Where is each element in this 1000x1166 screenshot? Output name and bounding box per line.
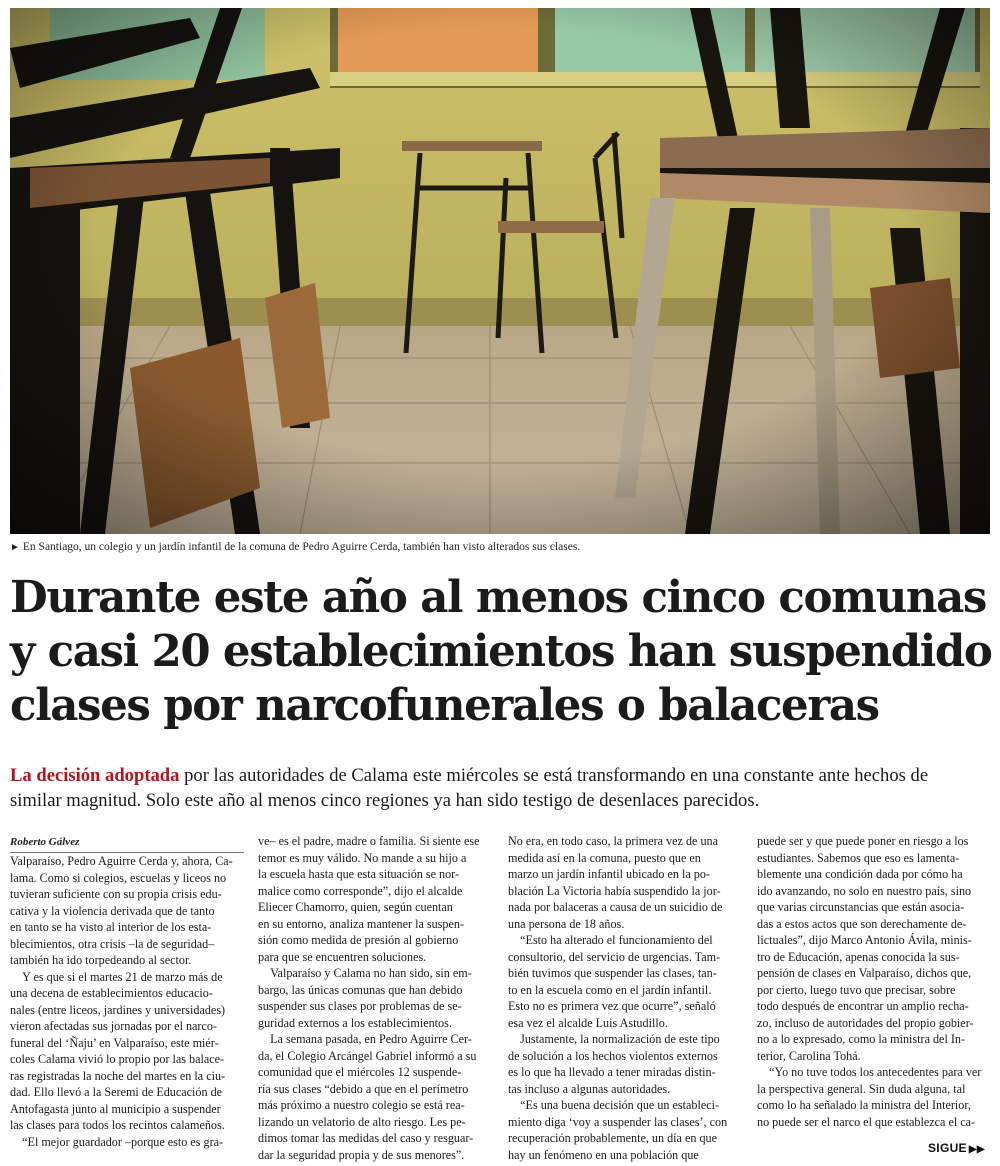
body-text-line: sión como medida de presión al gobierno [258, 933, 459, 947]
body-text-line: esa vez el alcalde Luis Astudillo. [508, 1015, 668, 1030]
body-text-line: es lo que ha llevado a tener miradas distin- [508, 1065, 716, 1079]
body-text-line: tuvieran suficiente con su propia crisis edu- [10, 887, 222, 901]
body-text-line: cativa y la violencia derivada que de tanto [10, 903, 215, 918]
body-text-line: Y es que si el martes 21 de marzo más de [10, 969, 223, 984]
body-text-line: todo después de encontrar un amplio recha- [757, 999, 969, 1013]
photo-caption [10, 541, 990, 553]
body-text-line: funeral del ‘Ñaju’ en Valparaíso, este miér- [10, 1035, 219, 1050]
body-text-line: nales (entre liceos, jardines y universidades) [10, 1002, 226, 1017]
body-text-line: hay un fenómeno en una población que [508, 1147, 699, 1162]
headline-line-3: clases por narcofunerales o balaceras [10, 680, 879, 731]
body-text-line: lizando un velatorio de alto riesgo. Les pe- [258, 1114, 466, 1129]
headline [10, 571, 995, 733]
body-text-line: blecimientos, otra crisis –la de seguridad– [10, 936, 215, 951]
body-text-line: temor es muy válido. No mande a su hijo a [258, 850, 467, 865]
body-text-line: tas incluso a algunas autoridades. [508, 1081, 671, 1096]
body-column-4 [757, 833, 991, 1130]
lead-line-2: similar magnitud. Solo este año al menos cinco regiones ya han sido testigo de desenlaces parecidos. [10, 789, 760, 811]
article-photo [10, 8, 990, 534]
lead-paragraph [10, 764, 990, 813]
body-text-line: ría sus clases “debido a que en el perímetro [258, 1081, 469, 1096]
body-text-line: “El mejor guardador –porque esto es gra- [10, 1134, 224, 1149]
body-text-line: Justamente, la normalización de este tipo [508, 1032, 720, 1046]
body-text-line: Antofagasta junto al municipio a suspender [10, 1101, 221, 1116]
body-text-line: pensión de clases en Valparaíso, dichos que, [757, 966, 972, 980]
body-text-line: suspender sus clases por problemas de se- [258, 999, 462, 1013]
body-text-line: lictuales”, dijo Marco Antonio Ávila, minis- [757, 933, 972, 947]
body-text-line: la perspectiva general. Sin duda alguna, tal [757, 1081, 966, 1096]
body-text-line: dimos tomar las medidas del caso y resguar- [258, 1131, 474, 1145]
caption-marker-icon: ► [10, 542, 20, 553]
continue-label: SIGUE [928, 1141, 967, 1155]
body-text-line: guridad externos a los establecimientos. [258, 1015, 452, 1030]
body-text-line: miento diga ‘voy a suspender las clases’, con [508, 1114, 728, 1129]
body-text-line: ve– es el padre, madre o familia. Si siente ese [258, 834, 480, 848]
lead-kicker: La decisión adoptada [10, 765, 180, 786]
body-text-line: de solución a los hechos violentos externos [508, 1048, 718, 1063]
body-text-line: nada por balaceras a causa de un suicidio de [508, 900, 723, 914]
body-text-line: como lo ha señalado la ministra del Interior, [757, 1098, 971, 1112]
byline: Roberto Gálvez [10, 836, 244, 853]
body-column-2 [258, 833, 492, 1163]
body-text-line: coles Calama vivió lo propio por las balace- [10, 1052, 225, 1066]
body-text-line: puede ser y que puede poner en riesgo a los [757, 834, 969, 848]
body-text-line: da, el Colegio Arcángel Gabriel informó a su [258, 1048, 477, 1063]
body-text-line: lama. Como si colegios, escuelas y liceos no [10, 870, 227, 885]
body-text-line: Eliecer Chamorro, quien, según cuentan [258, 900, 453, 914]
body-text-line: blemente una condición dada por cómo ha [757, 867, 963, 881]
continue-marker [928, 1141, 985, 1155]
body-text-line: medida así en la comuna, puesto que en [508, 850, 701, 865]
body-text-line: no puede ser el narco el que establezca el ca- [757, 1114, 976, 1129]
body-text-line: marzo un jardín infantil ubicado en la po- [508, 867, 710, 881]
body-text-line: que varias circunstancias que están asocia- [757, 900, 965, 914]
body-text-line: ras registradas la noche del martes en la ciu- [10, 1068, 226, 1083]
body-text-line: malice como corresponde”, dijo el alcalde [258, 883, 463, 898]
lead-line-1-text: por las autoridades de Calama este miércoles se está transformando en una constante ante hechos de [179, 765, 929, 786]
body-text-line: consultorio, del servicio de urgencias. Tam- [508, 949, 721, 964]
body-text-line: Esto no es primera vez que ocurre”, señaló [508, 999, 716, 1013]
body-text-line: estudiantes. Sabemos que eso es lamenta- [757, 850, 960, 865]
body-text-line: también ha ido torpedeando al sector. [10, 953, 192, 967]
body-text-line: zo, incluso de autoridades del propio gobier- [757, 1015, 974, 1030]
body-text-line: una persona de 18 años. [508, 916, 625, 931]
body-text-line: La semana pasada, en Pedro Aguirre Cer- [258, 1032, 472, 1046]
body-column-1 [10, 853, 244, 1150]
body-text-line: Valparaíso, Pedro Aguirre Cerda y, ahora, Ca- [10, 854, 233, 868]
lead-line-1 [10, 764, 990, 789]
body-text-line: comunidad que el miércoles 12 suspende- [258, 1065, 462, 1079]
headline-line-1: Durante este año al menos cinco comunas [10, 572, 987, 623]
body-text-line: “Esto ha alterado el funcionamiento del [508, 933, 713, 947]
body-text-line: por cierto, luego tuvo que precisar, sobre [757, 982, 956, 997]
body-text-line: no a lo expresado, como la ministra del In- [757, 1032, 966, 1046]
body-text-line: bargo, las únicas comunas que han debido [258, 982, 463, 997]
body-text-line: para que se encuentren soluciones. [258, 949, 427, 964]
body-text-line: ido avanzando, no solo en nuestro país, sino [757, 883, 972, 898]
headline-line-2: y casi 20 establecimientos han suspendido [10, 626, 992, 677]
body-text-line: dad. Ello llevó a la Seremi de Educación de [10, 1085, 223, 1099]
body-text-line: terior, Carolina Tohá. [757, 1048, 861, 1063]
body-text-line: “Es una buena decisión que un estableci- [508, 1098, 720, 1112]
body-text-line: más próximo a nuestro colegio se está rea- [258, 1098, 465, 1112]
body-text-line: blación La Victoria había suspendido la jor- [508, 883, 721, 898]
body-text-line: recuperación probablemente, un día en que [508, 1131, 717, 1145]
body-text-line: No era, en todo caso, la primera vez de una [508, 834, 719, 848]
body-text-line: una decena de establecimientos educacio- [10, 986, 213, 1000]
body-text-line: en su entorno, analiza mantener la suspen- [258, 916, 464, 931]
body-text-line: to en la escuela como en el jardín infantil. [508, 982, 712, 997]
body-text-line: “Yo no tuve todos los antecedentes para ver [757, 1065, 982, 1079]
body-text-line: en tanto se ha visto al interior de los esta- [10, 920, 212, 934]
body-column-3 [508, 833, 742, 1163]
body-text-line: Valparaíso y Calama no han sido, sin em- [258, 966, 472, 980]
caption-text: En Santiago, un colegio y un jardín infantil de la comuna de Pedro Aguirre Cerda, también han visto alterados sus clases. [22, 541, 581, 553]
body-text-line: la escuela hasta que esta situación se nor- [258, 867, 460, 881]
body-text-line: tro de Educación, apenas conocida la sus- [757, 949, 960, 964]
body-text-line: las clases para todos los recintos calameños. [10, 1118, 225, 1132]
continue-arrows-icon: ▶▶ [968, 1144, 985, 1155]
body-text-line: das a estos actos que son derechamente de- [757, 916, 967, 931]
body-text-line: bién tuvimos que suspender las clases, tan- [508, 966, 717, 980]
body-text-line: dar la seguridad propia y de sus menores”. [258, 1147, 465, 1162]
body-text-line: vieron afectadas sus jornadas por el narco- [10, 1019, 217, 1033]
